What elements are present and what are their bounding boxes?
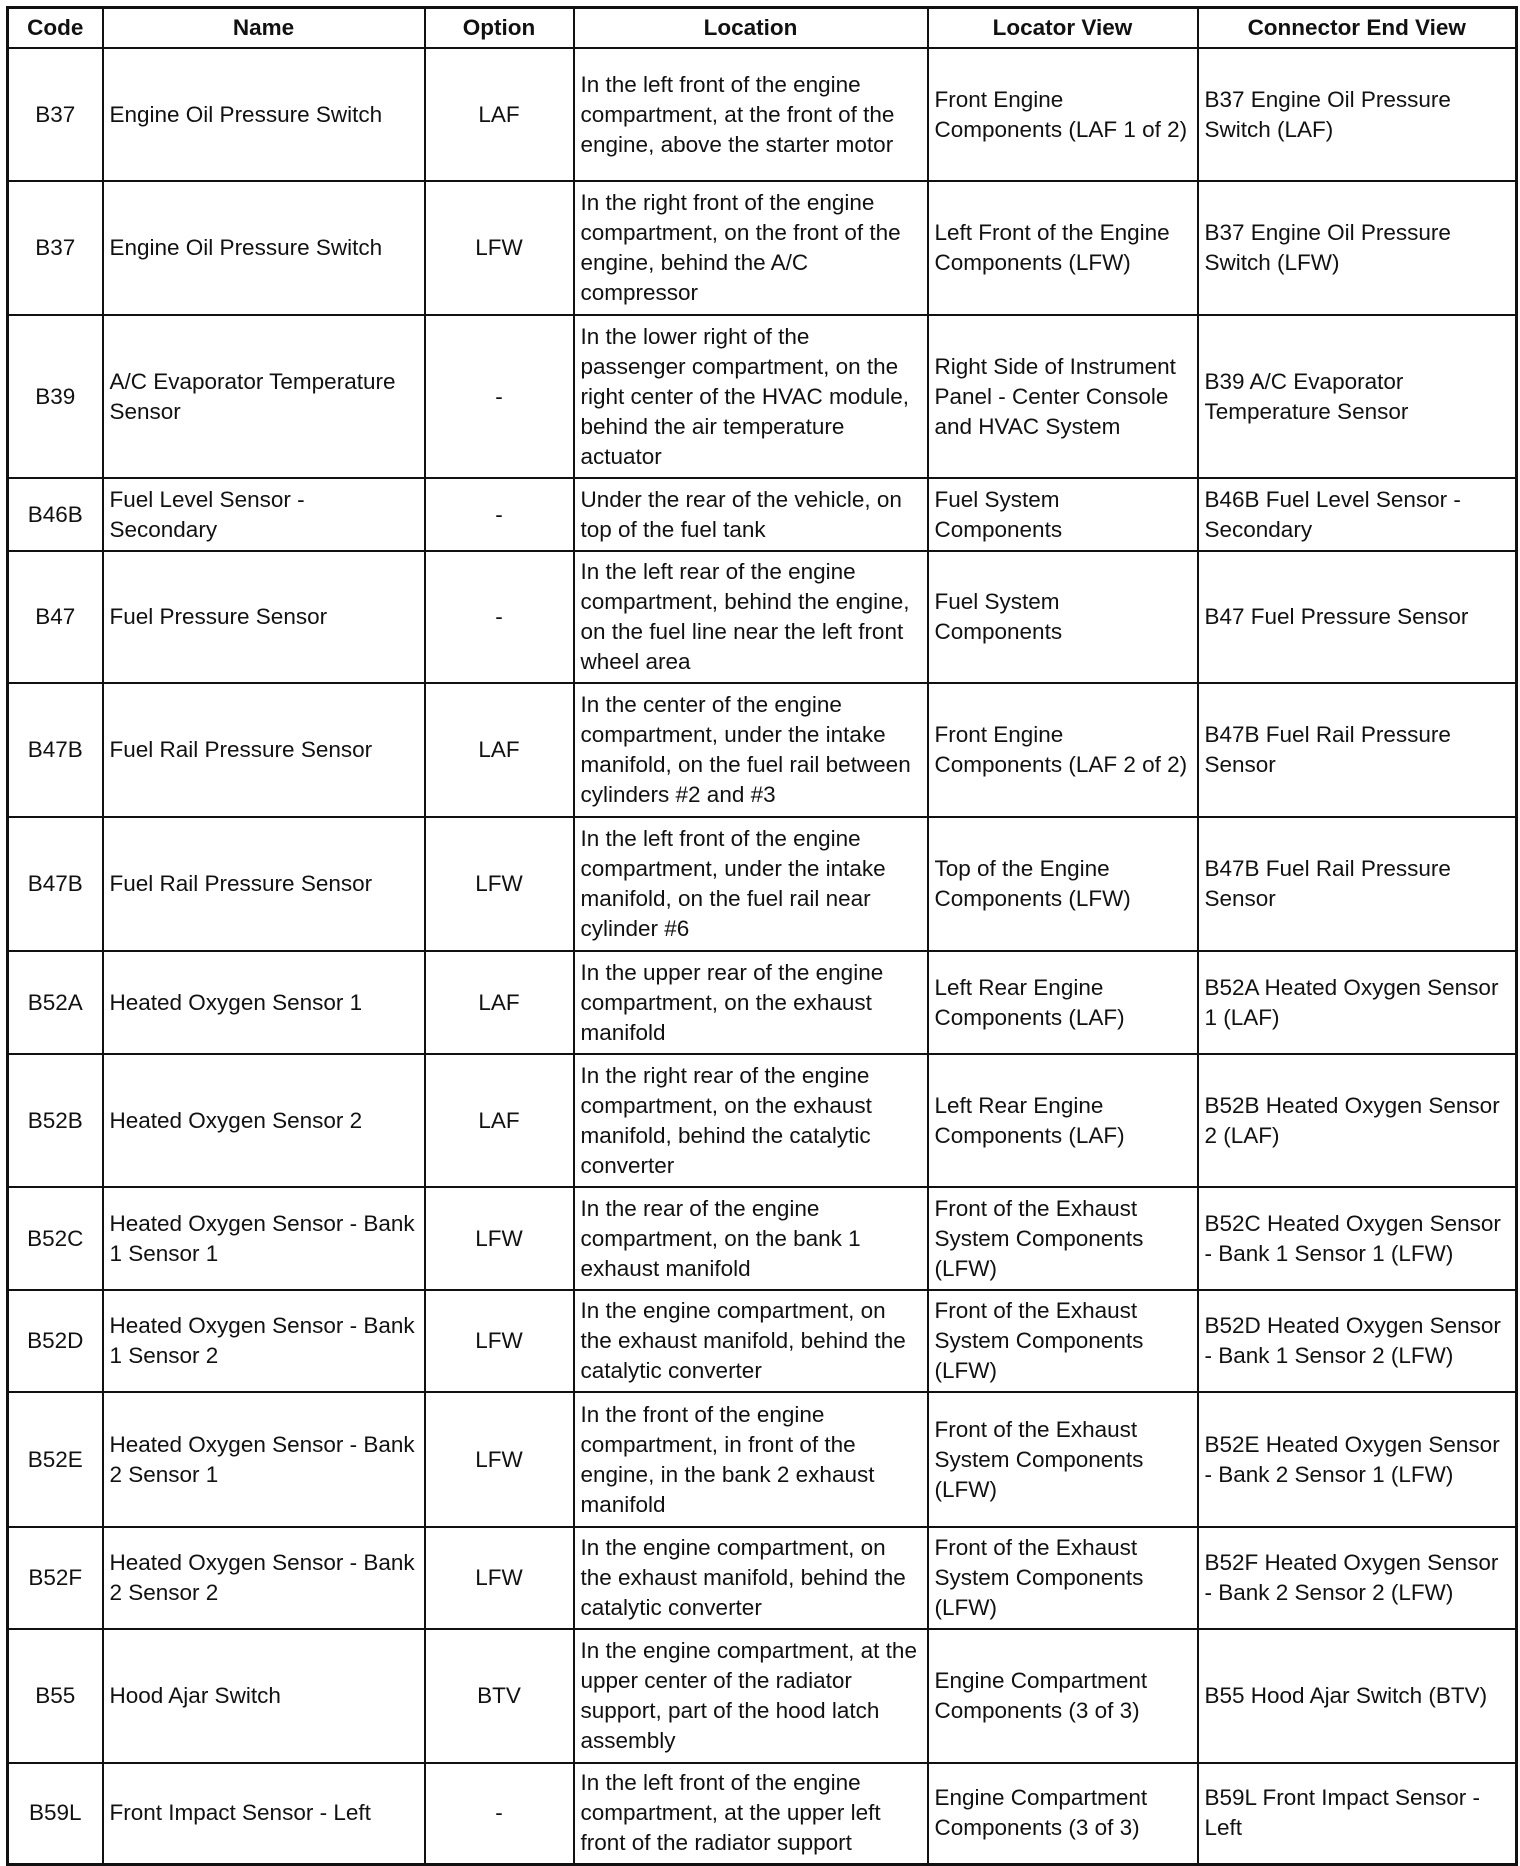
table-row — [8, 1763, 1517, 1864]
cell-name: Heated Oxygen Sensor 1 — [103, 951, 425, 1054]
cell-code: B47 — [8, 551, 103, 683]
table-row — [8, 1187, 1517, 1290]
column-header-name: Name — [103, 8, 425, 49]
cell-option: - — [425, 551, 574, 683]
table-row — [8, 1290, 1517, 1392]
cell-connector-end-view: B39 A/C Evaporator Temperature Sensor — [1198, 315, 1517, 478]
cell-code: B47B — [8, 683, 103, 817]
cell-connector-end-view: B37 Engine Oil Pressure Switch (LFW) — [1198, 181, 1517, 315]
table-row — [8, 478, 1517, 551]
cell-code: B46B — [8, 478, 103, 551]
cell-locator-view: Front Engine Components (LAF 1 of 2) — [928, 48, 1198, 181]
cell-locator-view: Engine Compartment Components (3 of 3) — [928, 1763, 1198, 1864]
table-row — [8, 1629, 1517, 1763]
column-header-code: Code — [8, 8, 103, 49]
cell-code: B37 — [8, 181, 103, 315]
cell-name: Heated Oxygen Sensor - Bank 1 Sensor 2 — [103, 1290, 425, 1392]
cell-location: In the lower right of the passenger compartment, on the right center of the HVAC module, behind the air temperature actuator — [574, 315, 928, 478]
column-header-option: Option — [425, 8, 574, 49]
cell-connector-end-view: B47 Fuel Pressure Sensor — [1198, 551, 1517, 683]
cell-connector-end-view: B52D Heated Oxygen Sensor - Bank 1 Sensor 2 (LFW) — [1198, 1290, 1517, 1392]
cell-code: B55 — [8, 1629, 103, 1763]
cell-name: Fuel Rail Pressure Sensor — [103, 817, 425, 951]
cell-locator-view: Front of the Exhaust System Components (LFW) — [928, 1290, 1198, 1392]
cell-location: In the front of the engine compartment, in front of the engine, in the bank 2 exhaust manifold — [574, 1392, 928, 1527]
cell-name: Heated Oxygen Sensor - Bank 2 Sensor 1 — [103, 1392, 425, 1527]
cell-option: LAF — [425, 683, 574, 817]
cell-option: LFW — [425, 1527, 574, 1629]
cell-code: B47B — [8, 817, 103, 951]
column-header-location: Location — [574, 8, 928, 49]
cell-name: Heated Oxygen Sensor - Bank 1 Sensor 1 — [103, 1187, 425, 1290]
table-row — [8, 1054, 1517, 1187]
cell-location: In the right rear of the engine compartment, on the exhaust manifold, behind the catalytic converter — [574, 1054, 928, 1187]
cell-option: LFW — [425, 1187, 574, 1290]
cell-location: In the rear of the engine compartment, on the bank 1 exhaust manifold — [574, 1187, 928, 1290]
cell-connector-end-view: B52E Heated Oxygen Sensor - Bank 2 Sensor 1 (LFW) — [1198, 1392, 1517, 1527]
cell-location: In the left front of the engine compartment, at the upper left front of the radiator support — [574, 1763, 928, 1864]
cell-location: In the left front of the engine compartment, at the front of the engine, above the starter motor — [574, 48, 928, 181]
cell-connector-end-view: B55 Hood Ajar Switch (BTV) — [1198, 1629, 1517, 1763]
cell-connector-end-view: B37 Engine Oil Pressure Switch (LAF) — [1198, 48, 1517, 181]
cell-locator-view: Fuel System Components — [928, 551, 1198, 683]
cell-location: In the left rear of the engine compartment, behind the engine, on the fuel line near the left front wheel area — [574, 551, 928, 683]
cell-name: Fuel Level Sensor - Secondary — [103, 478, 425, 551]
cell-locator-view: Front Engine Components (LAF 2 of 2) — [928, 683, 1198, 817]
cell-connector-end-view: B59L Front Impact Sensor - Left — [1198, 1763, 1517, 1864]
cell-locator-view: Fuel System Components — [928, 478, 1198, 551]
cell-option: LFW — [425, 181, 574, 315]
cell-location: In the engine compartment, on the exhaust manifold, behind the catalytic converter — [574, 1527, 928, 1629]
cell-code: B59L — [8, 1763, 103, 1864]
cell-name: Heated Oxygen Sensor 2 — [103, 1054, 425, 1187]
cell-location: In the left front of the engine compartment, under the intake manifold, on the fuel rail near cylinder #6 — [574, 817, 928, 951]
cell-connector-end-view: B52F Heated Oxygen Sensor - Bank 2 Sensor 2 (LFW) — [1198, 1527, 1517, 1629]
table-row — [8, 683, 1517, 817]
cell-locator-view: Right Side of Instrument Panel - Center Console and HVAC System — [928, 315, 1198, 478]
cell-code: B52D — [8, 1290, 103, 1392]
cell-connector-end-view: B47B Fuel Rail Pressure Sensor — [1198, 817, 1517, 951]
cell-location: Under the rear of the vehicle, on top of the fuel tank — [574, 478, 928, 551]
connector-table — [6, 6, 1518, 1866]
table-row — [8, 951, 1517, 1054]
cell-location: In the center of the engine compartment, under the intake manifold, on the fuel rail between cylinders #2 and #3 — [574, 683, 928, 817]
cell-name: Engine Oil Pressure Switch — [103, 48, 425, 181]
table-row — [8, 551, 1517, 683]
cell-locator-view: Front of the Exhaust System Components (LFW) — [928, 1392, 1198, 1527]
cell-option: LFW — [425, 817, 574, 951]
cell-locator-view: Left Rear Engine Components (LAF) — [928, 1054, 1198, 1187]
table-row — [8, 181, 1517, 315]
header-row — [8, 8, 1517, 49]
cell-option: - — [425, 478, 574, 551]
cell-option: - — [425, 1763, 574, 1864]
column-header-connector-end-view: Connector End View — [1198, 8, 1517, 49]
cell-location: In the engine compartment, at the upper center of the radiator support, part of the hood latch assembly — [574, 1629, 928, 1763]
cell-location: In the right front of the engine compartment, on the front of the engine, behind the A/C compressor — [574, 181, 928, 315]
cell-name: Fuel Pressure Sensor — [103, 551, 425, 683]
cell-locator-view: Front of the Exhaust System Components (LFW) — [928, 1187, 1198, 1290]
cell-location: In the engine compartment, on the exhaust manifold, behind the catalytic converter — [574, 1290, 928, 1392]
table-row — [8, 48, 1517, 181]
cell-locator-view: Left Rear Engine Components (LAF) — [928, 951, 1198, 1054]
cell-option: LAF — [425, 48, 574, 181]
cell-code: B52B — [8, 1054, 103, 1187]
table-row — [8, 1527, 1517, 1629]
cell-connector-end-view: B46B Fuel Level Sensor - Secondary — [1198, 478, 1517, 551]
table-row — [8, 817, 1517, 951]
column-header-locator-view: Locator View — [928, 8, 1198, 49]
cell-option: - — [425, 315, 574, 478]
cell-connector-end-view: B52B Heated Oxygen Sensor 2 (LAF) — [1198, 1054, 1517, 1187]
cell-code: B52F — [8, 1527, 103, 1629]
table-row — [8, 315, 1517, 478]
cell-name: Heated Oxygen Sensor - Bank 2 Sensor 2 — [103, 1527, 425, 1629]
cell-option: LFW — [425, 1290, 574, 1392]
cell-code: B52E — [8, 1392, 103, 1527]
cell-option: LFW — [425, 1392, 574, 1527]
table-row — [8, 1392, 1517, 1527]
cell-locator-view: Left Front of the Engine Components (LFW) — [928, 181, 1198, 315]
cell-code: B39 — [8, 315, 103, 478]
cell-name: Fuel Rail Pressure Sensor — [103, 683, 425, 817]
cell-code: B52C — [8, 1187, 103, 1290]
cell-connector-end-view: B47B Fuel Rail Pressure Sensor — [1198, 683, 1517, 817]
cell-option: LAF — [425, 951, 574, 1054]
cell-name: Hood Ajar Switch — [103, 1629, 425, 1763]
cell-code: B52A — [8, 951, 103, 1054]
cell-locator-view: Front of the Exhaust System Components (LFW) — [928, 1527, 1198, 1629]
cell-location: In the upper rear of the engine compartment, on the exhaust manifold — [574, 951, 928, 1054]
cell-locator-view: Top of the Engine Components (LFW) — [928, 817, 1198, 951]
cell-connector-end-view: B52C Heated Oxygen Sensor - Bank 1 Sensor 1 (LFW) — [1198, 1187, 1517, 1290]
cell-connector-end-view: B52A Heated Oxygen Sensor 1 (LAF) — [1198, 951, 1517, 1054]
cell-name: Front Impact Sensor - Left — [103, 1763, 425, 1864]
cell-name: Engine Oil Pressure Switch — [103, 181, 425, 315]
cell-name: A/C Evaporator Temperature Sensor — [103, 315, 425, 478]
cell-option: LAF — [425, 1054, 574, 1187]
cell-locator-view: Engine Compartment Components (3 of 3) — [928, 1629, 1198, 1763]
cell-code: B37 — [8, 48, 103, 181]
cell-option: BTV — [425, 1629, 574, 1763]
